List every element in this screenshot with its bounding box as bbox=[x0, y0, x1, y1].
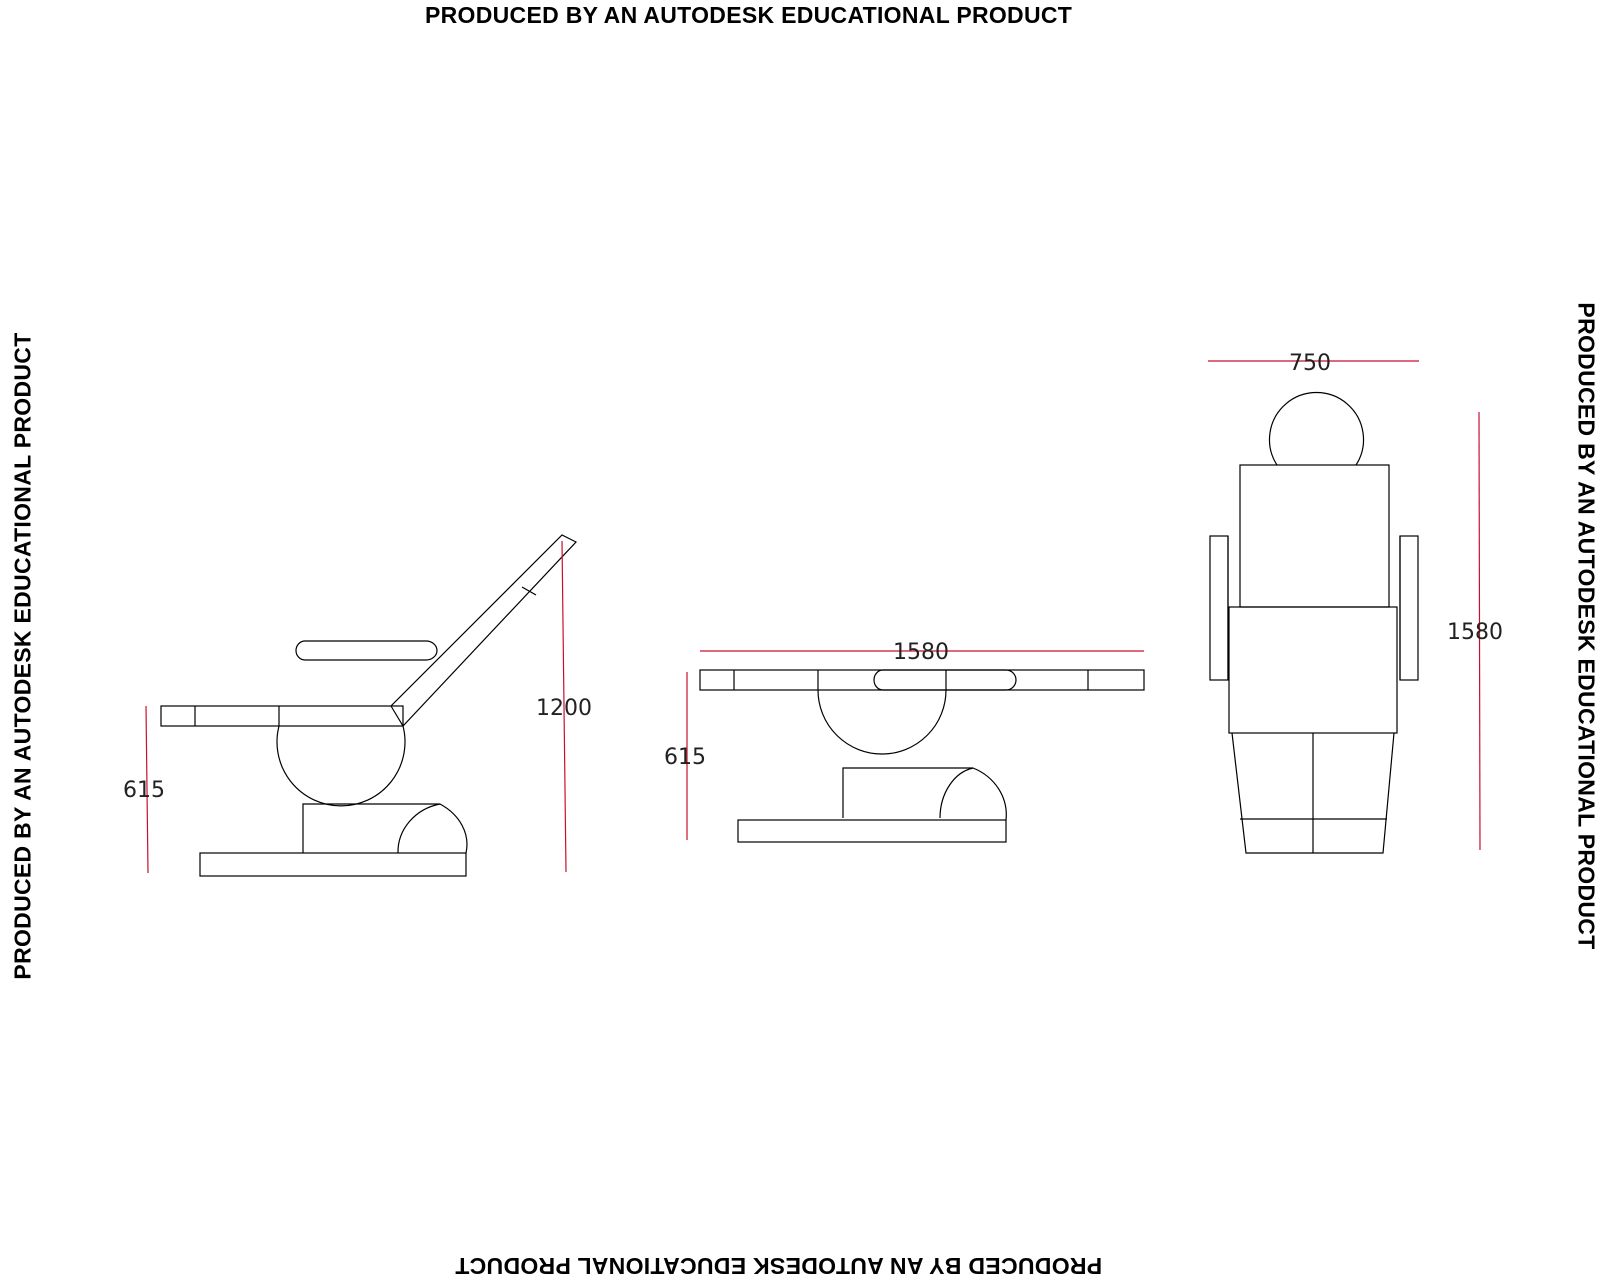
flat-lift-sphere bbox=[818, 690, 946, 754]
side-base-plate bbox=[200, 853, 466, 876]
side-backrest-joint bbox=[522, 587, 536, 595]
front-armrest-right bbox=[1400, 536, 1418, 680]
side-dim-615: 615 bbox=[123, 778, 165, 803]
side-lift-sphere bbox=[277, 726, 405, 806]
front-headrest bbox=[1269, 393, 1363, 465]
side-seat bbox=[161, 706, 403, 726]
flat-pedestal bbox=[843, 768, 1006, 820]
side-armrest bbox=[296, 641, 437, 660]
watermark-right: PRODUCED BY AN AUTODESK EDUCATIONAL PRODUCT bbox=[1573, 302, 1600, 950]
front-seat bbox=[1229, 607, 1397, 733]
front-view bbox=[1208, 351, 1503, 853]
front-backrest bbox=[1240, 465, 1389, 607]
side-view bbox=[123, 535, 592, 876]
flat-dim-615: 615 bbox=[664, 745, 706, 770]
watermark-bottom: PRODUCED BY AN AUTODESK EDUCATIONAL PRODUCT bbox=[455, 1253, 1103, 1279]
flat-view bbox=[664, 640, 1144, 842]
front-dim-750: 750 bbox=[1289, 351, 1331, 376]
side-pedestal bbox=[303, 804, 467, 853]
front-dim-1580: 1580 bbox=[1447, 620, 1503, 645]
flat-top bbox=[700, 670, 1144, 690]
side-pedestal-curve bbox=[398, 804, 440, 853]
flat-dim-1580: 1580 bbox=[893, 640, 949, 665]
front-armrest-left bbox=[1210, 536, 1228, 680]
watermark-left: PRODUCED BY AN AUTODESK EDUCATIONAL PRODUCT bbox=[9, 332, 36, 980]
flat-armrest bbox=[874, 670, 1016, 690]
side-dim-1200: 1200 bbox=[536, 696, 592, 721]
watermark-top: PRODUCED BY AN AUTODESK EDUCATIONAL PRODUCT bbox=[425, 2, 1073, 28]
flat-pedestal-curve bbox=[940, 768, 973, 818]
flat-base-plate bbox=[738, 820, 1006, 842]
